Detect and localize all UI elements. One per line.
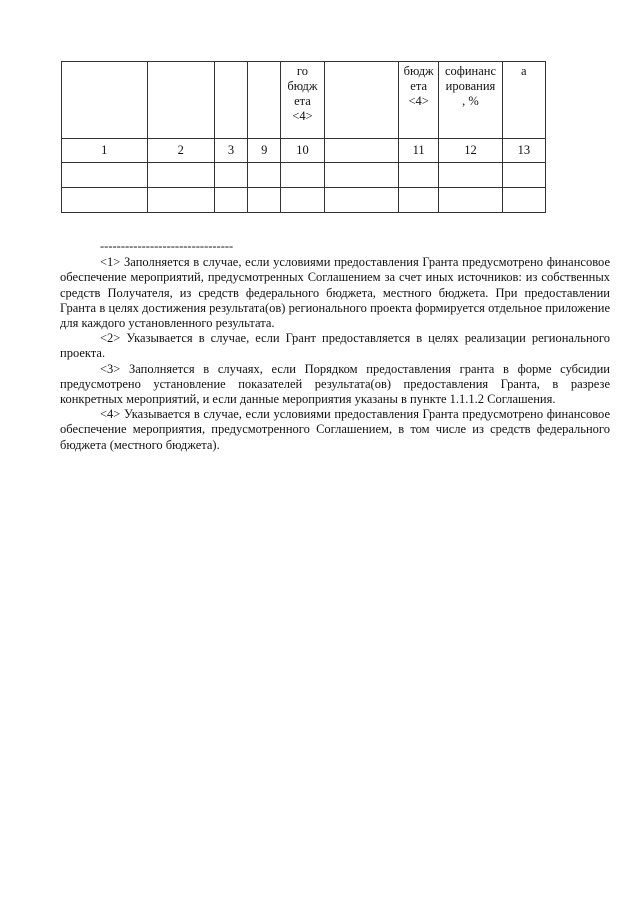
- header-cell: а: [502, 62, 545, 139]
- column-number: 9: [248, 139, 281, 163]
- table-cell: [62, 163, 148, 188]
- column-number: 11: [399, 139, 439, 163]
- table-cell: [281, 188, 324, 213]
- header-cell-budget: бюдж ета <4>: [399, 62, 439, 139]
- table-cell: [281, 163, 324, 188]
- header-cell: [214, 62, 247, 139]
- footnotes: [60, 239, 610, 453]
- table-cell: [502, 188, 545, 213]
- header-cell: [248, 62, 281, 139]
- header-cell-budget: го бюдж ета <4>: [281, 62, 324, 139]
- table-row: [62, 163, 546, 188]
- column-number: 3: [214, 139, 247, 163]
- footnote-4: <4> Указывается в случае, если условиями предоставления Гранта предусмотрено финансовое обеспечение мероприятия, предусмотренного Соглашением, в том числе из средств федерального бюджета (местного бюджета).: [60, 407, 610, 452]
- table-cell: [439, 163, 502, 188]
- header-cell: [62, 62, 148, 139]
- table-cell: [502, 163, 545, 188]
- grant-table: [61, 61, 546, 213]
- header-cell: [147, 62, 214, 139]
- column-number: [324, 139, 398, 163]
- footnote-3: <3> Заполняется в случаях, если Порядком предоставления гранта в форме субсидии предусмотрено установление показателей результата(ов) предоставления Гранта, в разрезе конкретных мероприятий, и если данные мероприятия указаны в пункте 1.1.1.2 Соглашения.: [60, 361, 610, 407]
- header-cell-cofinancing: софинанс ирования , %: [439, 62, 502, 139]
- column-number: 2: [147, 139, 214, 163]
- footnote-1: <1> Заполняется в случае, если условиями предоставления Гранта предусмотрено финансовое обеспечение мероприятий, предусмотренных Соглашением за счет иных источников: из собственных средств Получателя, из средств федерального бюджета, местного бюджета. При предоставлении Гранта в целях достижения результата(ов) регионального проекта формируется отдельное приложение для каждого установленного результата.: [60, 255, 610, 331]
- header-cell: [324, 62, 398, 139]
- table-cell: [324, 188, 398, 213]
- column-number: 10: [281, 139, 324, 163]
- footnote-2: <2> Указывается в случае, если Грант предоставляется в целях реализации регионального проекта.: [60, 331, 610, 361]
- table-cell: [324, 163, 398, 188]
- table-cell: [248, 188, 281, 213]
- column-number: 13: [502, 139, 545, 163]
- table-cell: [214, 188, 247, 213]
- table-cell: [248, 163, 281, 188]
- table-cell: [399, 188, 439, 213]
- column-number-row: [62, 139, 546, 163]
- table-cell: [399, 163, 439, 188]
- column-number: 1: [62, 139, 148, 163]
- table-cell: [214, 163, 247, 188]
- footnote-separator: --------------------------------: [100, 239, 234, 253]
- table-cell: [147, 163, 214, 188]
- table-row: [62, 188, 546, 213]
- column-number: 12: [439, 139, 502, 163]
- table-cell: [439, 188, 502, 213]
- table-header-row: [62, 62, 546, 139]
- table-cell: [147, 188, 214, 213]
- table-cell: [62, 188, 148, 213]
